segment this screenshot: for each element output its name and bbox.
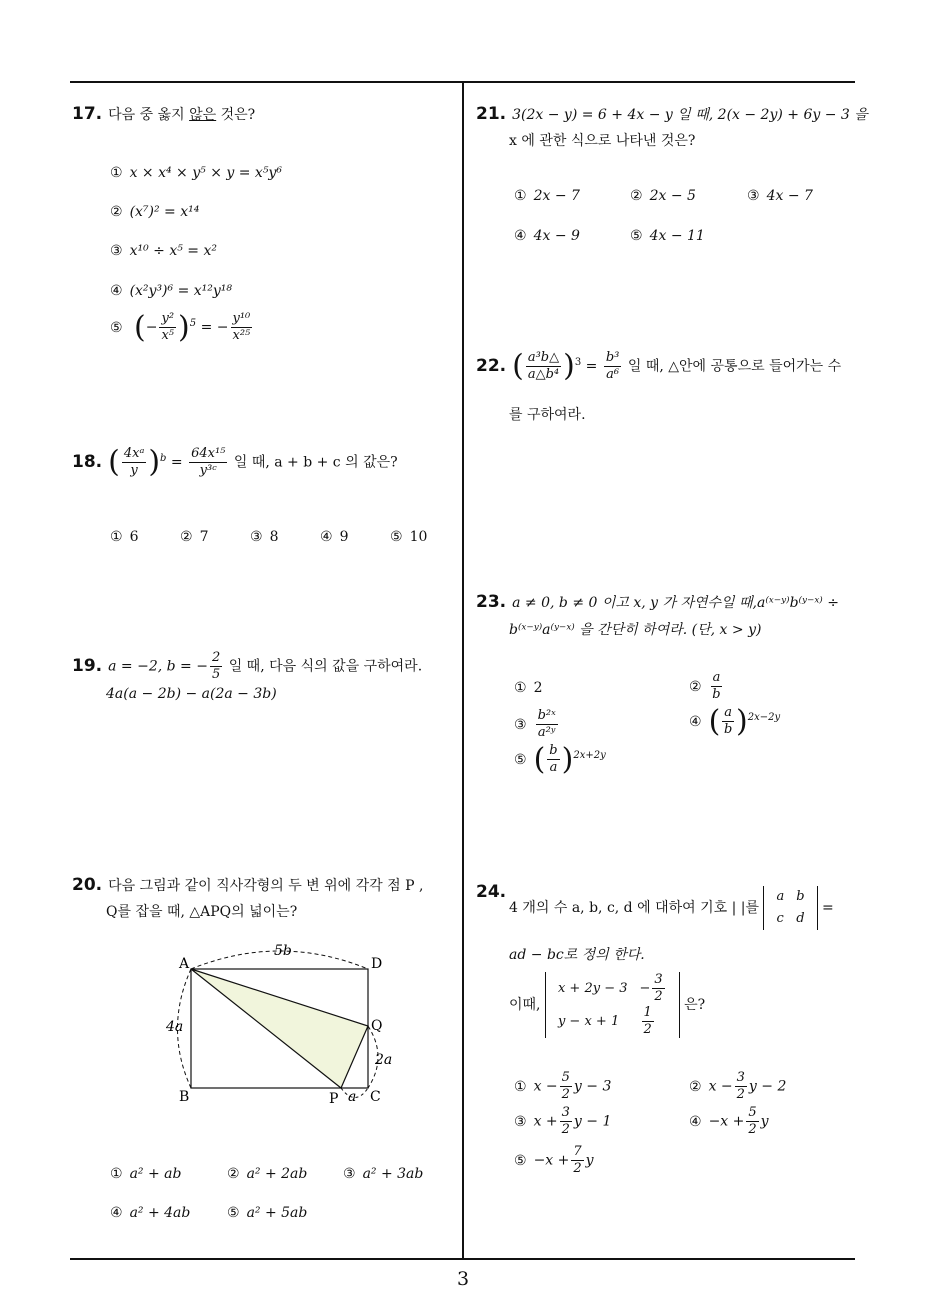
question-text: 4 개의 수 a, b, c, d 에 대하여 기호 | |를: [509, 900, 759, 916]
question-text: a = −2, b = −: [108, 658, 208, 675]
paren-close: ): [736, 704, 748, 739]
question-text: 일 때, △안에 공통으로 들어가는 수: [623, 358, 842, 375]
choice-5[interactable]: [390, 529, 427, 545]
choice-text: y − 3: [573, 1078, 612, 1095]
choice-mark: ②: [180, 529, 193, 545]
denominator: x⁵: [161, 328, 175, 343]
choice-text: 4x − 11: [649, 228, 705, 244]
choice-text: x × x⁴ × y⁵ × y = x⁵y⁶: [129, 165, 282, 181]
fraction: [642, 1005, 654, 1038]
question-24-line2: ad − bc로 정의 한다.: [509, 947, 645, 963]
choice-mark: ①: [514, 188, 527, 204]
choice-text: 2x − 7: [533, 188, 580, 204]
choice-5[interactable]: [227, 1205, 307, 1221]
choice-mark: ②: [689, 1078, 702, 1095]
question-23: [476, 590, 839, 615]
choice-4[interactable]: [689, 704, 780, 739]
denominator: 2: [748, 1122, 757, 1137]
fraction: [560, 1105, 572, 1138]
choice-3[interactable]: [514, 708, 560, 741]
question-text: 일 때, 다음 식의 값을 구하여라.: [224, 658, 423, 675]
label-d: D: [371, 956, 383, 972]
choice-2[interactable]: [630, 188, 696, 204]
choice-mark: ⑤: [110, 319, 123, 336]
question-18: 18. ( $\frac{\text{4xᵃ}}{y}$ )$^b$ = $\frac{\text{64x¹⁵}}{\text{y³ᶜ}}$ 일 때, a + b + c 의 값은?: [72, 444, 398, 480]
rectangle-figure: [150, 935, 410, 1115]
fraction: [122, 446, 146, 479]
question-text: 3(2x − y) = 6 + 4x − y 일 때, 2(x − 2y) + 6y − 3 을: [512, 107, 868, 123]
choice-text: 2x − 5: [649, 188, 696, 204]
matrix-expression: x + 2y − 3 − $\frac{3}{2}$ y − x + 1 $\frac{1}{2}$: [545, 972, 680, 1038]
question-19: [72, 650, 422, 683]
fraction: [536, 708, 558, 741]
paren-close: ): [563, 348, 575, 384]
choice-mark: ②: [630, 188, 643, 204]
denominator: 2: [561, 1087, 570, 1102]
question-24: [476, 880, 512, 905]
choice-5[interactable]: [630, 228, 705, 244]
choice-text: x −: [708, 1078, 733, 1095]
denominator: 2: [736, 1087, 745, 1102]
choice-mark: ①: [110, 529, 123, 545]
fraction: [159, 311, 176, 344]
choice-mark: ①: [514, 680, 527, 696]
choice-mark: ⑤: [514, 1152, 527, 1169]
exponent: b: [160, 452, 167, 464]
choice-mark: ③: [343, 1166, 356, 1182]
denominator: a△b⁴: [527, 367, 560, 382]
choice-text: 10: [409, 529, 428, 545]
denominator: 2: [654, 989, 663, 1004]
choice-text: 6: [129, 529, 139, 545]
question-22-line2: 를 구하여라.: [509, 407, 586, 423]
choice-3[interactable]: [343, 1166, 423, 1182]
choice-mark: ④: [689, 1113, 702, 1130]
paren-open: (: [708, 704, 721, 739]
choice-text: a² + 2ab: [246, 1166, 308, 1182]
numerator: 3: [654, 972, 663, 987]
question-text: 이때,: [509, 997, 541, 1013]
numerator: b²ˣ: [537, 708, 556, 723]
question-number: 19.: [72, 655, 103, 676]
numerator: 1: [643, 1005, 652, 1020]
choice-3[interactable]: [747, 188, 813, 204]
choice-2[interactable]: [689, 670, 724, 703]
paren-open: (: [108, 444, 120, 480]
choice-5[interactable]: [514, 742, 606, 777]
fraction: [571, 1144, 583, 1177]
choice-text: 4x − 7: [766, 188, 813, 204]
denominator: y³ᶜ: [199, 463, 217, 478]
choice-4[interactable]: [689, 1105, 769, 1138]
denominator: y: [130, 463, 138, 478]
choice-text: 4x − 9: [533, 228, 580, 244]
choice-text: −x +: [708, 1113, 745, 1130]
choice-mark: ①: [514, 1078, 527, 1095]
choice-mark: ④: [689, 713, 702, 730]
choice-text: 8: [269, 529, 279, 545]
question-17: [72, 102, 255, 127]
matrix-cell: x + 2y − 3: [557, 980, 628, 996]
choice-text: 9: [339, 529, 349, 545]
denominator: b: [724, 722, 733, 737]
choice-mark: ①: [110, 165, 123, 181]
choice-mark: ④: [110, 283, 123, 299]
choice-mark: ②: [689, 678, 702, 695]
choice-text: y − 1: [573, 1113, 612, 1130]
fraction: [189, 446, 227, 479]
numerator: 5: [748, 1105, 757, 1120]
matrix-cell: b: [796, 889, 805, 904]
choice-text: a² + 3ab: [362, 1166, 424, 1182]
choice-mark: ③: [747, 188, 760, 204]
choice-2[interactable]: [689, 1070, 786, 1103]
denominator: a⁶: [606, 367, 620, 382]
numerator: 2: [211, 650, 221, 665]
fraction: [735, 1070, 747, 1103]
question-text: 다음 그림과 같이 직사각형의 두 변 위에 각각 점 P ,: [108, 878, 424, 894]
numerator: b: [549, 743, 558, 758]
choice-3[interactable]: [250, 529, 278, 545]
choice-text: 7: [199, 529, 209, 545]
question-20: [72, 873, 460, 898]
choice-text: (x⁷)² = x¹⁴: [129, 204, 200, 220]
numerator: y¹⁰: [232, 311, 251, 326]
fraction: [711, 670, 723, 703]
numerator: a: [712, 670, 721, 685]
numerator: a: [724, 705, 733, 720]
choice-mark: ⑤: [227, 1205, 240, 1221]
choice-mark: ⑤: [630, 228, 643, 244]
label-q: Q: [371, 1018, 383, 1034]
question-24-line1: [509, 886, 834, 930]
question-number: 21.: [476, 104, 507, 124]
choice-1[interactable]: [110, 165, 282, 181]
question-text: a ≠ 0, b ≠ 0 이고 x, y 가 자연수일 때,a⁽ˣ⁻ʸ⁾b⁽ʸ⁻ˣ⁾ ÷: [512, 595, 839, 611]
page-number: 3: [456, 1268, 470, 1290]
denominator: 5: [211, 667, 221, 682]
question-24-line3: [509, 972, 705, 1038]
triangle-apq: [191, 969, 368, 1088]
choice-text: 2: [533, 680, 543, 696]
numerator: 5: [561, 1070, 570, 1085]
question-number: 20.: [72, 875, 103, 895]
choice-text: x −: [533, 1078, 558, 1095]
fraction: [604, 350, 622, 383]
matrix-cell: c: [776, 911, 784, 926]
exponent: 2x+2y: [573, 749, 606, 761]
question-number: 23.: [476, 592, 507, 612]
choice-2[interactable]: [180, 529, 208, 545]
denominator: a: [549, 760, 558, 775]
matrix-symbol: [763, 886, 817, 930]
fraction: [547, 743, 559, 776]
label-a-small: a: [348, 1089, 357, 1105]
choice-3[interactable]: [110, 243, 217, 259]
choice-mark: ④: [110, 1205, 123, 1221]
expression: 4a(a − 2b) − a(2a − 3b): [106, 686, 277, 702]
bottom-rule: [70, 1258, 855, 1260]
exponent: 3: [574, 356, 582, 368]
question-number: 17.: [72, 104, 103, 124]
numerator: 7: [573, 1144, 582, 1159]
question-21-line2: x 에 관한 식으로 나타낸 것은?: [509, 133, 696, 149]
choice-3[interactable]: [514, 1105, 611, 1138]
choice-1[interactable]: [514, 1070, 611, 1103]
choice-mark: ⑤: [390, 529, 403, 545]
choice-mark: ②: [110, 204, 123, 220]
choice-text: y: [585, 1152, 594, 1169]
choice-mark: ③: [110, 243, 123, 259]
paren-close: ): [178, 310, 190, 345]
matrix-cell: a: [776, 889, 785, 904]
choice-text: a² + 4ab: [129, 1205, 191, 1221]
question-number: 18.: [72, 451, 103, 472]
matrix-cell: d: [796, 911, 805, 926]
question-22: 22. ( $\frac{\text{a³b△}}{\text{a△b⁴}}$ )$^3$ = $\frac{\text{b³}}{\text{a⁶}}$ 일 때, △안에 공통으로 들어가는 수: [476, 348, 842, 384]
choice-1[interactable]: [110, 1166, 181, 1182]
fraction: [652, 972, 664, 1005]
choice-1[interactable]: [514, 188, 580, 204]
paren-close: ): [148, 444, 161, 480]
choice-mark: ②: [227, 1166, 240, 1182]
choice-text: y − 2: [748, 1078, 787, 1095]
choice-mark: ①: [110, 1166, 123, 1182]
denominator: b: [712, 687, 721, 702]
fraction: [746, 1105, 758, 1138]
label-p: P: [329, 1091, 339, 1107]
choice-4[interactable]: [110, 1205, 190, 1221]
choice-text: (x²y³)⁶ = x¹²y¹⁸: [129, 283, 233, 299]
choice-5[interactable]: ⑤ (− $\frac{\text{y²}}{\text{x⁵}}$ )$^5$ = − $\frac{\text{y¹⁰}}{\text{x²⁵}}$: [110, 310, 251, 345]
paren-close: ): [561, 742, 574, 777]
choice-2[interactable]: [227, 1166, 307, 1182]
numerator: 64x¹⁵: [191, 446, 226, 461]
numerator: 3: [561, 1105, 570, 1120]
column-divider: [462, 82, 464, 1258]
denominator: 2: [561, 1122, 570, 1137]
question-number: 24.: [476, 882, 507, 902]
numerator: 3: [736, 1070, 745, 1085]
label-2a: 2a: [375, 1052, 393, 1068]
denominator: 2: [573, 1161, 582, 1176]
fraction: [231, 311, 253, 344]
choice-mark: ③: [514, 1113, 527, 1130]
choice-text: x +: [533, 1113, 558, 1130]
denominator: x²⁵: [232, 328, 251, 343]
choice-mark: ③: [514, 716, 527, 733]
choice-4[interactable]: [110, 283, 232, 299]
question-text: 은?: [684, 997, 706, 1013]
label-4a: 4a: [166, 1019, 184, 1035]
choice-1[interactable]: [514, 680, 542, 696]
choice-1[interactable]: [110, 529, 138, 545]
question-text: 것은?: [216, 107, 256, 123]
numerator: 4xᵃ: [123, 446, 145, 461]
choice-text: x¹⁰ ÷ x⁵ = x²: [129, 243, 217, 259]
equals-sign: =: [822, 900, 834, 916]
question-text: 다음 중 옳지: [108, 107, 190, 123]
choice-text: a² + 5ab: [246, 1205, 308, 1221]
exponent: 5: [189, 317, 197, 329]
choice-text: a² + ab: [129, 1166, 182, 1182]
question-21: [476, 102, 868, 127]
exponent: 2x−2y: [747, 711, 781, 723]
choice-5[interactable]: [514, 1144, 594, 1177]
underlined-word: 않은: [189, 107, 217, 123]
question-20-line2: Q를 잡을 때, △APQ의 넓이는?: [106, 904, 298, 920]
choice-mark: ⑤: [514, 751, 527, 768]
question-number: 22.: [476, 355, 507, 376]
label-a: A: [179, 956, 190, 972]
numerator: b³: [605, 350, 620, 365]
choice-text: y: [760, 1113, 769, 1130]
question-text: 일 때, a + b + c 의 값은?: [229, 454, 398, 471]
choice-2[interactable]: [110, 204, 199, 220]
fraction: [722, 705, 734, 738]
denominator: a²ʸ: [537, 725, 556, 740]
choice-mark: ③: [250, 529, 263, 545]
numerator: y²: [161, 311, 175, 326]
choice-text: −x +: [533, 1152, 570, 1169]
fraction: [560, 1070, 572, 1103]
fraction: [526, 350, 561, 383]
numerator: a³b△: [527, 350, 560, 365]
choice-4[interactable]: [320, 529, 348, 545]
choice-mark: ④: [514, 228, 527, 244]
matrix-cell: y − x + 1: [557, 1013, 620, 1029]
paren-open: (: [533, 742, 546, 777]
choice-mark: ④: [320, 529, 333, 545]
label-b: B: [179, 1089, 190, 1105]
label-5b: 5b: [274, 943, 292, 959]
fraction: [210, 650, 222, 683]
denominator: 2: [643, 1022, 652, 1037]
choice-4[interactable]: [514, 228, 580, 244]
paren-open: (: [512, 348, 524, 384]
label-c: C: [370, 1089, 381, 1105]
paren-open: (: [134, 310, 146, 345]
question-23-line2: b⁽ˣ⁻ʸ⁾a⁽ʸ⁻ˣ⁾ 을 간단히 하여라. (단, x > y): [509, 622, 762, 638]
